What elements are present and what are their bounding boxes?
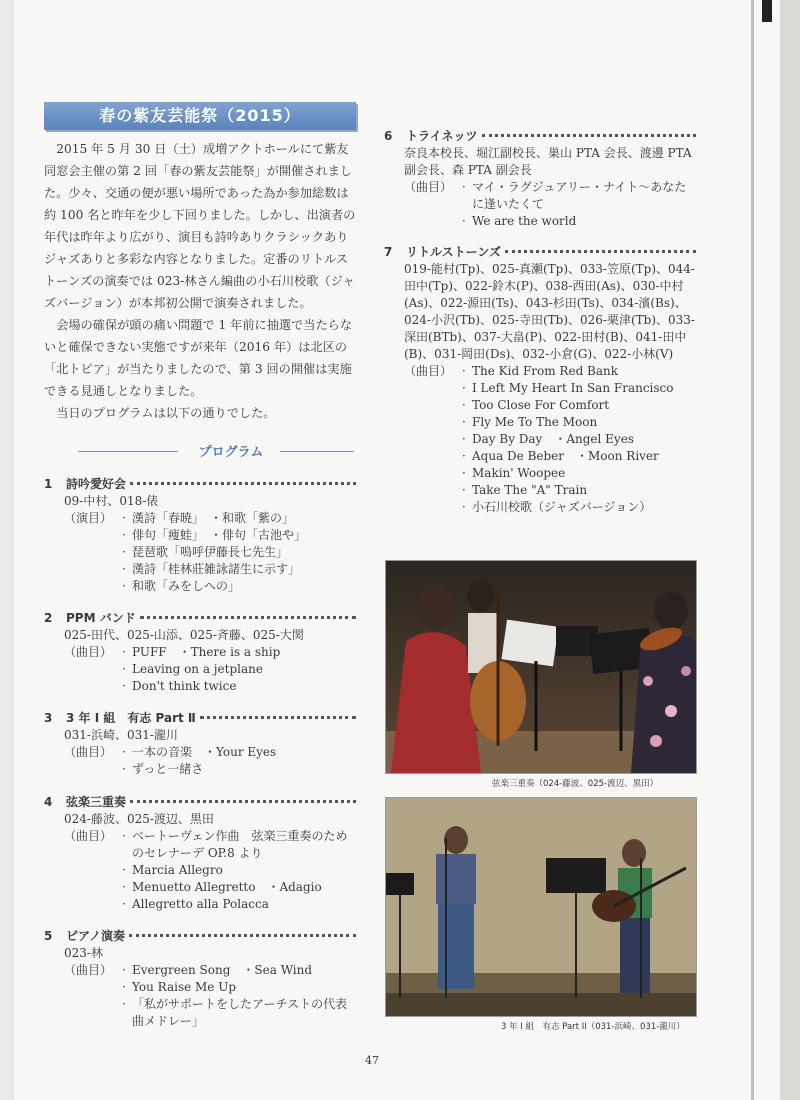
list-item: · Leaving on a jetplane: [122, 661, 280, 678]
photo-class-duo: [385, 797, 697, 1017]
program-section: [44, 928, 356, 1030]
list-item: · Take The "A" Train: [462, 482, 674, 499]
intro-paragraph: 会場の確保が頭の痛い問題で 1 年前に抽選で当たらないと確保できない実態ですが来年（2016 年）は北区の「北トピア」が当たりましたので、第 3 回の開催は実施できる見通しとなりました。: [44, 318, 353, 398]
section-performers: 024-藤波、025-渡辺、黒田: [64, 812, 214, 826]
section-items: （曲目） · The Kid From Red Bank · I Left My Heart In San Francisco · Too Close For Comfort · Fly Me To The Moon · Day By Day ・Angel Eyes · Aqua De Beber ・Moon River · Makin' Woopee · Take The "A" Train · 小石川校歌（ジャズバージョン）: [384, 363, 696, 516]
list-item: · Day By Day ・Angel Eyes: [462, 431, 674, 448]
program-section: [384, 128, 696, 230]
string-trio-image: [386, 561, 696, 773]
list-item: · Aqua De Beber ・Moon River: [462, 448, 674, 465]
list-item: · Fly Me To The Moon: [462, 414, 674, 431]
section-title: 1 詩吟愛好会: [44, 476, 356, 493]
list-item: · 漢詩「桂林莊雑詠諸生に示す」: [122, 561, 306, 578]
section-title: 5 ピアノ演奏: [44, 928, 356, 945]
section-title: 4 弦楽三重奏: [44, 794, 356, 811]
section-title: 6 トライネッツ: [384, 128, 696, 145]
program-section: [44, 710, 356, 778]
list-item: · Allegretto alla Polacca: [122, 896, 350, 913]
list-item: · PUFF ・There is a ship: [122, 644, 280, 661]
list-item: · ずっと一緒さ: [122, 761, 276, 778]
list-item: · Makin' Woopee: [462, 465, 674, 482]
list-item: · You Raise Me Up: [122, 979, 350, 996]
list-item: · Evergreen Song ・Sea Wind: [122, 962, 350, 979]
section-performers: 023-林: [64, 946, 103, 960]
program-heading: [44, 440, 354, 462]
page-number: 47: [365, 1054, 379, 1067]
list-item: · 漢詩「春暁」 ・和歌「紫の」: [122, 510, 306, 527]
section-items: （曲目） · マイ・ラグジュアリー・ナイト～あなたに逢いたくて · We are the world: [384, 179, 696, 230]
list-item: · We are the world: [462, 213, 694, 230]
list-item: · マイ・ラグジュアリー・ナイト～あなたに逢いたくて: [462, 179, 694, 213]
corner-mark: [762, 0, 772, 22]
page-edge: [780, 0, 800, 1100]
intro-text: [44, 138, 360, 424]
list-item: · Too Close For Comfort: [462, 397, 674, 414]
page-edge-shadow: [751, 0, 754, 1100]
section-performers: 019-能村(Tp)、025-真瀬(Tp)、033-笠原(Tp)、044-田中(Tp)、022-鈴木(P)、038-西田(As)、030-中村(As)、022-源田(Ts)、043-杉田(Ts)、034-濱(Bs)、024-小沢(Tb)、025-寺田(Tb)、026-栗津(Tb)、033-深田(BTb)、037-大畠(P)、022-田村(B)、041-田中(B)、031-岡田(Ds)、032-小倉(G)、022-小林(V): [404, 262, 695, 361]
section-items: （曲目） · ベートーヴェン作曲 弦楽三重奏のためのセレナーデ OP.8 より · Marcia Allegro · Menuetto Allegretto ・Adagio · Allegretto alla Polacca: [44, 828, 356, 913]
list-item: · 和歌「みをしへの」: [122, 578, 306, 595]
list-item: · Don't think twice: [122, 678, 280, 695]
list-item: · 俳句「痩蛙」 ・俳句「古池や」: [122, 527, 306, 544]
list-item: · 「私がサポートをしたアーチストの代表曲メドレー」: [122, 996, 350, 1030]
duo-image: [386, 798, 696, 1016]
list-item: · 一本の音楽 ・Your Eyes: [122, 744, 276, 761]
section-title: 2 PPM バンド: [44, 610, 356, 627]
list-item: · Menuetto Allegretto ・Adagio: [122, 879, 350, 896]
divider: [78, 451, 178, 452]
program-section: [384, 244, 696, 516]
photo-caption: 3 年 I 組 有志 Part II（031-浜崎、031-瀧川）: [501, 1022, 685, 1032]
divider: [280, 451, 354, 452]
section-performers: 奈良本校長、堀江副校長、巣山 PTA 会長、渡邊 PTA 副会長、森 PTA 副会長: [404, 146, 692, 177]
section-performers: 025-田代、025-山添、025-斉藤、025-大関: [64, 628, 304, 642]
section-title: 3 3 年 I 組 有志 Part Ⅱ: [44, 710, 356, 727]
program-section: [44, 610, 356, 695]
intro-paragraph: 当日のプログラムは以下の通りでした。: [56, 406, 276, 420]
section-performers: 09-中村、018-俵: [64, 494, 159, 508]
list-item: · 琵琶歌「嗚呼伊藤長七先生」: [122, 544, 306, 561]
section-performers: 031-浜崎、031-瀧川: [64, 728, 178, 742]
list-item: · I Left My Heart In San Francisco: [462, 380, 674, 397]
program-section: [44, 476, 356, 595]
list-item: · Marcia Allegro: [122, 862, 350, 879]
intro-paragraph: 2015 年 5 月 30 日（土）成増アクトホールにて紫友同窓会主催の第 2 回「春の紫友芸能祭」が開催されました。少々、交通の便が悪い場所であった為か参加総数は約 100 名と昨年を少し下回りました。しかし、出演者の年代は昨年より広がり、演目も詩吟ありクラシックありジャズありと多彩な内容となりました。定番のリトルストーンズの演奏では 023-林さん編曲の小石川校歌（ジャズバージョン）が本邦初公開で演奏されました。: [44, 142, 356, 310]
page-title: 春の紫友芸能祭（2015）: [44, 102, 356, 130]
program-heading-label: プログラム: [198, 445, 264, 460]
section-items: （曲目） · 一本の音楽 ・Your Eyes · ずっと一緒さ: [44, 744, 356, 778]
section-items: （演目） · 漢詩「春暁」 ・和歌「紫の」 · 俳句「痩蛙」 ・俳句「古池や」 · 琵琶歌「嗚呼伊藤長七先生」 · 漢詩「桂林莊雑詠諸生に示す」 · 和歌「みをしへの」: [44, 510, 356, 595]
section-title: 7 リトルストーンズ: [384, 244, 696, 261]
photo-string-trio: [385, 560, 697, 774]
list-item: · 小石川校歌（ジャズバージョン）: [462, 499, 674, 516]
list-item: · ベートーヴェン作曲 弦楽三重奏のためのセレナーデ OP.8 より: [122, 828, 350, 862]
program-section: [44, 794, 356, 913]
list-item: · The Kid From Red Bank: [462, 363, 674, 380]
photo-caption: 弦楽三重奏（024-藤波、025-渡辺、黒田）: [492, 779, 659, 789]
section-items: （曲目） · PUFF ・There is a ship · Leaving on a jetplane · Don't think twice: [44, 644, 356, 695]
section-items: （曲目） · Evergreen Song ・Sea Wind · You Raise Me Up · 「私がサポートをしたアーチストの代表曲メドレー」: [44, 962, 356, 1030]
